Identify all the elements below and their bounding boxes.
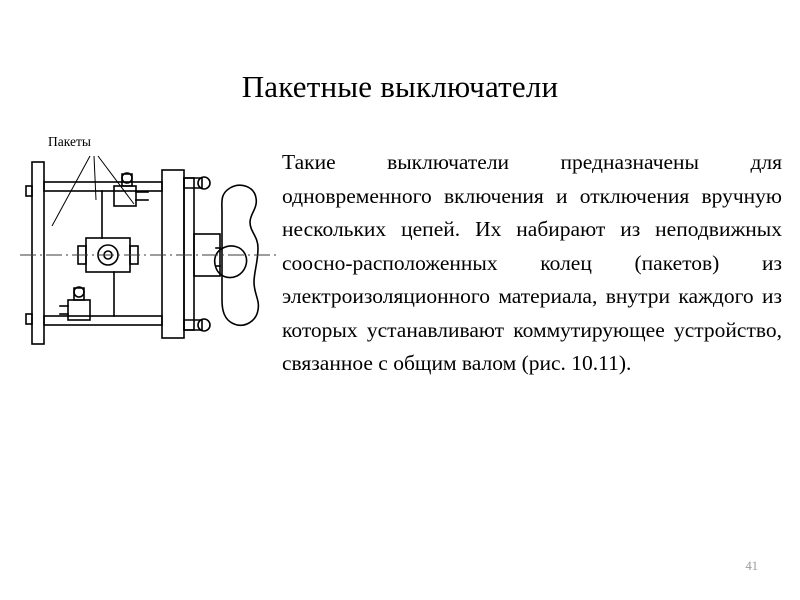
packet-block-lower <box>68 300 90 320</box>
figure-label-packets: Пакеты <box>48 134 91 149</box>
mounting-plate <box>32 162 44 344</box>
body-paragraph: Такие выключатели предназначены для одновременного включения и отключения вручную нескольких цепей. Их набирают из неподвижных соосно-расположенных колец (пакетов) из электроизоляционного материала, внутри каждого из которых устанавливают коммутирующее устройство, связанное с общим валом (рис. 10.11). <box>282 150 782 375</box>
body-plate-inner <box>184 178 194 330</box>
figure-packet-switch <box>18 130 278 390</box>
body-plate <box>162 170 184 338</box>
body-text <box>282 146 782 381</box>
page-number: 41 <box>745 559 758 573</box>
page-title: Пакетные выключатели <box>241 68 559 104</box>
packet-switch-drawing <box>18 130 278 390</box>
lower-rail <box>44 316 162 325</box>
upper-rail <box>44 182 162 191</box>
